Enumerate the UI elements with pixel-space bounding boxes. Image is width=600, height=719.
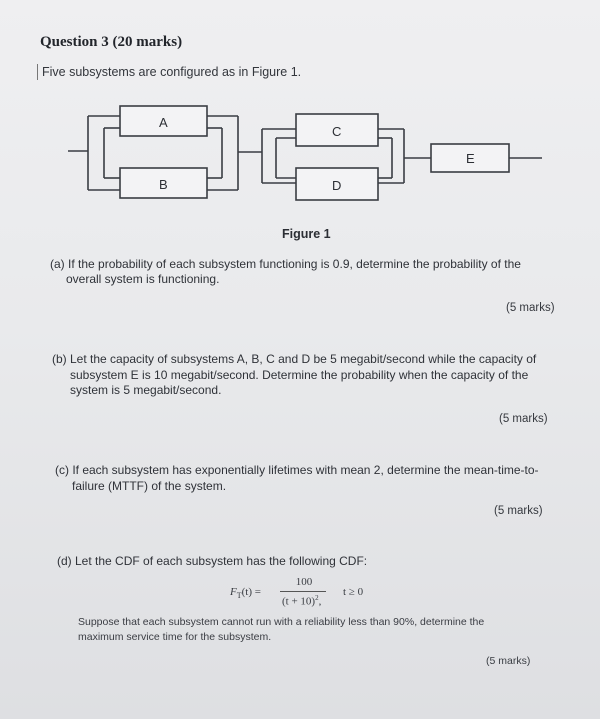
block-e-label: E <box>466 151 475 166</box>
question-intro: Five subsystems are configured as in Figure 1. <box>42 65 302 79</box>
formula-lhs: $F_T(t)$ = <box>230 586 261 601</box>
part-a-line1: (a) If the probability of each subsystem functioning is 0.9, determine the probability of the <box>50 257 521 271</box>
question-title: Question 3 (20 marks) <box>40 34 183 50</box>
block-c-label: C <box>332 124 342 139</box>
figure-caption: Figure 1 <box>282 227 331 241</box>
block-a-label: A <box>159 115 168 130</box>
part-c-marks: (5 marks) <box>494 505 543 517</box>
part-c-line2: failure (MTTF) of the system. <box>72 479 227 493</box>
part-d-line1: (d) Let the CDF of each subsystem has the following CDF: <box>57 554 368 568</box>
part-a-marks: (5 marks) <box>506 302 555 314</box>
part-b-line2: subsystem E is 10 megabit/second. Determine the probability when the capacity of the <box>70 368 529 382</box>
formula-numerator: 100 <box>295 576 313 588</box>
formula-condition: t ≥ 0 <box>343 586 364 598</box>
figure-1-diagram <box>0 0 600 230</box>
part-c-line1: (c) If each subsystem has exponentially lifetimes with mean 2, determine the mean-time-to- <box>55 463 539 477</box>
formula-denominator: $(t + 10)^2$, <box>282 594 322 608</box>
part-b-line1: (b) Let the capacity of subsystems A, B, C and D be 5 megabit/second while the capacity of <box>52 352 537 366</box>
part-d-line3: maximum service time for the subsystem. <box>78 631 272 643</box>
block-d-label: D <box>332 178 342 193</box>
part-d-line2: Suppose that each subsystem cannot run with a reliability less than 90%, determine the <box>78 616 485 628</box>
formula-fraction-bar <box>280 591 326 592</box>
block-b-label: B <box>159 177 168 192</box>
part-b-line3: system is 5 megabit/second. <box>70 383 222 397</box>
part-d-marks: (5 marks) <box>486 655 531 667</box>
part-b-marks: (5 marks) <box>499 413 548 425</box>
part-a-line2: overall system is functioning. <box>66 272 220 286</box>
